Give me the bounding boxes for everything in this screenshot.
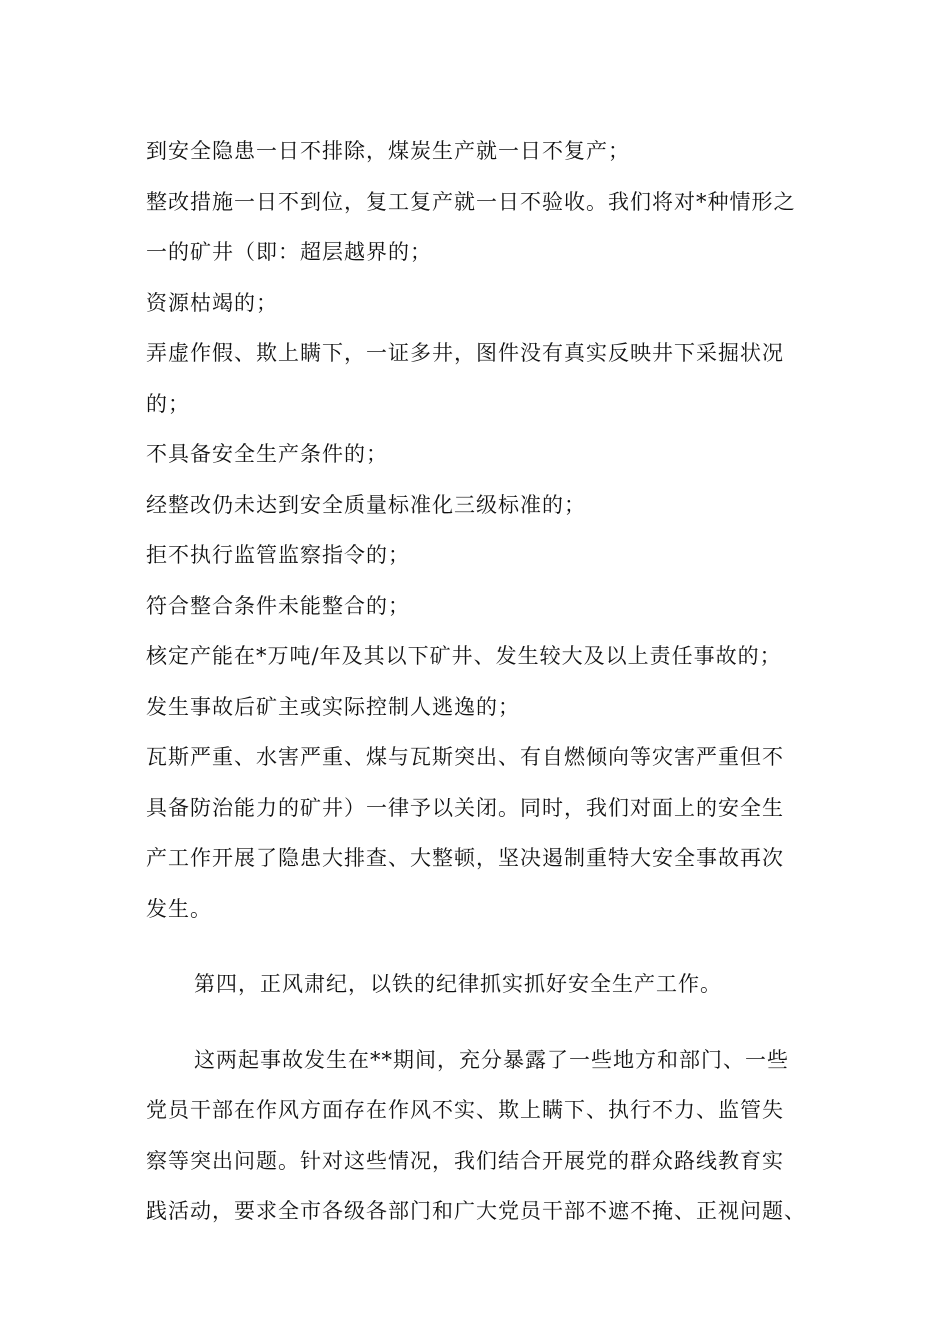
text-line: 具备防治能力的矿井）一律予以关闭。同时，我们对面上的安全生 <box>146 795 784 820</box>
paragraph-line: 党员干部在作风方面存在作风不实、欺上瞒下、执行不力、监管失 <box>146 1098 784 1122</box>
text-line: 发生。 <box>146 896 212 921</box>
paragraph-spacer <box>146 1010 811 1035</box>
text-line: 资源枯竭的； <box>146 290 278 315</box>
text-line: 整改措施一日不到位，复工复产就一日不验收。我们将对*种情形之 <box>146 189 796 214</box>
text-line: 弄虚作假、欺上瞒下，一证多井，图件没有真实反映井下采掘状况 <box>146 341 784 365</box>
text-line: 一的矿井（即：超层越界的； <box>146 240 432 264</box>
text-line: 产工作开展了隐患大排查、大整顿，坚决遏制重特大安全事故再次 <box>146 846 784 870</box>
text-line: 拒不执行监管监察指令的； <box>146 543 410 567</box>
text-line: 经整改仍未达到安全质量标准化三级标准的； <box>146 492 586 517</box>
text-line: 符合整合条件未能整合的； <box>146 593 410 618</box>
paragraph-line: 这两起事故发生在**期间，充分暴露了一些地方和部门、一些 <box>194 1047 789 1072</box>
paragraph-line: 察等突出问题。针对这些情况，我们结合开展党的群众路线教育实 <box>146 1148 784 1173</box>
text-line: 核定产能在*万吨/年及其以下矿井、发生较大及以上责任事故的； <box>146 644 782 668</box>
text-line: 瓦斯严重、水害严重、煤与瓦斯突出、有自燃倾向等灾害严重但不 <box>146 745 784 769</box>
text-line: 发生事故后矿主或实际控制人逃逸的； <box>146 694 520 719</box>
paragraph-spacer <box>146 934 811 959</box>
paragraph-line: 践活动，要求全市各级各部门和广大党员干部不遮不掩、正视问题、 <box>146 1199 806 1223</box>
section-heading: 第四，正风肃纪，以铁的纪律抓实抓好安全生产工作。 <box>194 972 722 996</box>
text-line: 的； <box>146 391 190 416</box>
text-line: 不具备安全生产条件的； <box>146 442 388 466</box>
document-body <box>146 126 811 1237</box>
text-line: 到安全隐患一日不排除，煤炭生产就一日不复产； <box>146 139 630 163</box>
